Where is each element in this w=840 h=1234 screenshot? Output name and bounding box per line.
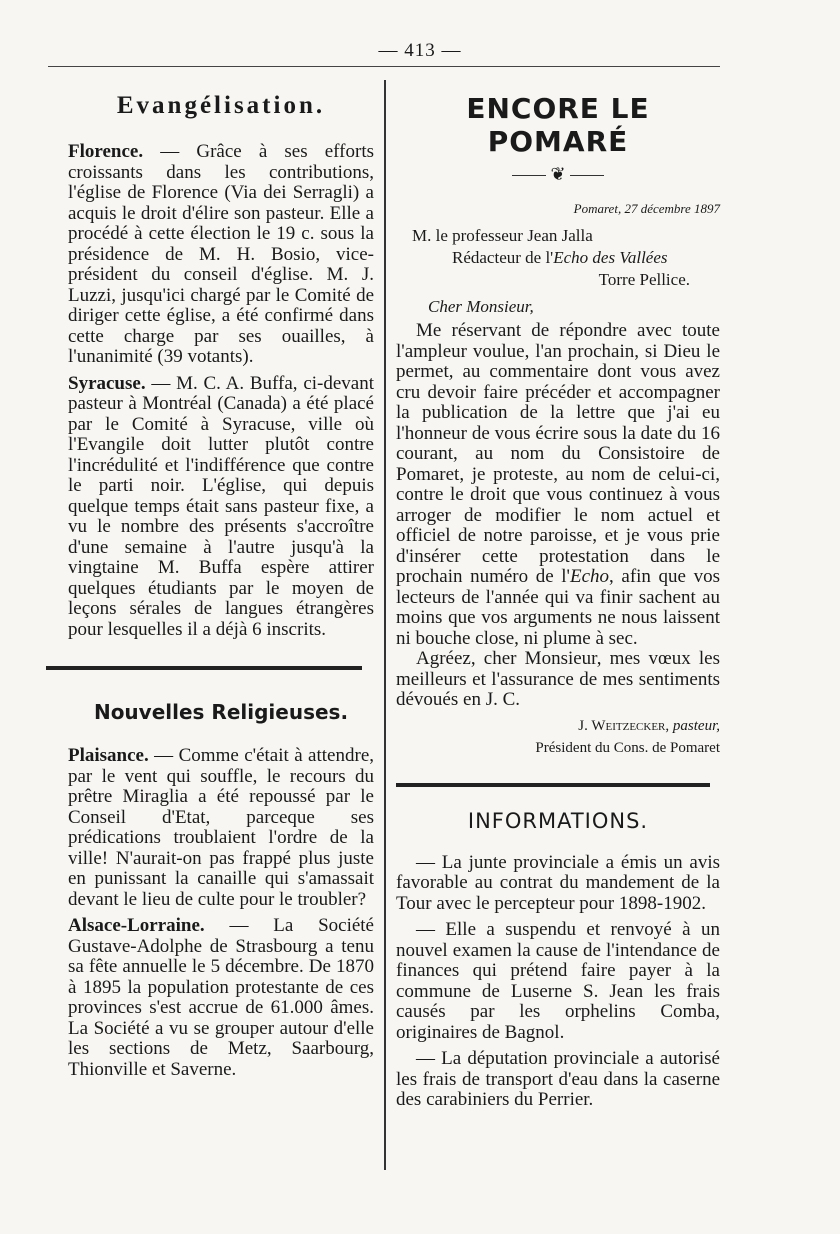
letter-body-journal: Echo [569,566,610,587]
article-text: — La Société Gustave-Adolphe de Strasbourg a tenu sa fête annuelle le 5 décembre. De 1870 à 1895 la population protestante de ces provinces s'est accrue de 61.000 âmes. La Société a vu se grouper autour d'elle les sections de Metz, Saarbourg, Thionville et Saverne. [68,915,374,1080]
ornament [396,164,720,185]
section-title-nouvelles: Nouvelles Religieuses. [93,700,349,724]
letter-salutation: Cher Monsieur, [428,297,534,316]
section-title-encore: ENCORE LE POMARÉ [466,92,650,158]
section-title-informations: INFORMATIONS. [467,808,649,833]
section-rule [46,666,362,670]
right-column [396,80,720,1111]
article-florence [68,142,374,368]
letter-address-place: Torre Pellice. [598,270,690,289]
article-text: — Comme c'était à attendre, par le vent qui souffle, le recours du prêtre Miraglia a été repoussé par le Conseil d'Etat, parceque ses prédications troublaient l'ordre de la ville! N'aurait-on pas frappé plus juste en punissant la canaille qui s'amassait devant le lieu de culte pour le troubler? [68,745,374,910]
article-plaisance [68,746,374,910]
article-alsace [68,916,374,1080]
article-text: — M. C. A. Buffa, ci-devant pasteur à Montréal (Canada) a été placé par le Comité à Syracuse, ville où l'Evangile doit lutter plutôt contre l'incrédulité et l'indifférence que contre le parti noir. L'église, qui depuis quelque temps était sans pasteur fixe, a vu le nombre des présents s'accroître d'une semaine à l'autre jusqu'à la vingtaine M. Buffa espère attirer quelques étudiants par le moyen de leçons sérales de langues étrangères pour lesquelles il a déjà 6 inscrits. [68,372,374,640]
letter-address-role [396,247,720,269]
article-lead: Florence. [68,141,144,162]
address-role-journal: Echo des Vallées [553,248,668,267]
signature-role: Président du Cons. de Pomaret [535,739,720,756]
letter-closing: Agréez, cher Monsieur, mes vœux les meilleurs et l'assurance de mes sentiments dévoués en J. C. [396,648,720,710]
section-rule [396,783,710,787]
letter-body-text: Me réservant de répondre avec toute l'ampleur voulue, l'an prochain, si Dieu le permet, au commentaire dont vous avez cru devoir faire précéder et accompagner la publication de la lettre que j'ai eu l'honneur de vous écrire sous la date du 16 courant, au nom du Consistoire de Pomaret, je proteste, au nom de celui-ci, contre le droit que vous continuez à vous arroger de modifier le nom actuel et officiel de notre paroisse, et je vous prie d'insérer cette protestation dans le prochain numéro de l' [396,320,720,587]
ornament-line [570,175,604,176]
fleuron-icon: ❦ [550,164,566,184]
article-lead: Alsace-Lorraine. [68,915,205,936]
letter-body-text: , afin que vos lecteurs de l'année qui va finir sachent au moins que vos arguments ne nous laissent ni bouche close, ni plume à sec. [396,566,720,649]
header-rule [48,66,720,67]
page-number: — 413 — [378,40,462,61]
signature-line [396,715,720,737]
info-item: — La députation provinciale a autorisé les frais de transport d'eau dans la caserne des carabiniers du Perrier. [396,1048,720,1110]
article-lead: Plaisance. [68,745,149,766]
article-text: — Grâce à ses efforts croissants dans les contributions, l'église de Florence (Via dei Serragli) a acquis le droit d'élire son pasteur. Elle a procédé à cette élection le 19 c. sous la présidence de M. H. Bosio, vice-président du conseil d'église. M. J. Luzzi, jusqu'ici chargé par le Comité de diriger cette église, a été confirmé dans cette charge par ses ouailles, à l'unanimité (39 votants). [68,141,374,367]
article-lead: Syracuse. [68,372,146,394]
info-item: — La junte provinciale a émis un avis favorable au contrat du mandement de la Tour avec le percepteur pour 1898-1902. [396,851,720,914]
info-item: — Elle a suspendu et renvoyé à un nouvel examen la cause de l'intendance de finances qui prétend faire payer à la commune de Luserne S. Jean les frais causés par les orphelins Comba, originaires de Bagnol. [396,919,720,1043]
left-column [68,80,374,1080]
letter-body [396,321,720,649]
column-divider [384,80,386,1170]
ornament-line [512,175,546,176]
letter-address-recipient: M. le professeur Jean Jalla [412,226,593,245]
letter-date: Pomaret, 27 décembre 1897 [573,201,720,216]
article-syracuse [68,374,374,641]
letter-signature [396,715,720,759]
signature-title: pasteur, [669,717,720,734]
address-role-prefix: Rédacteur de l' [452,248,554,267]
signature-name: J. Weitzecker, [578,717,670,734]
section-title-evangelisation: Evangélisation. [116,92,326,119]
